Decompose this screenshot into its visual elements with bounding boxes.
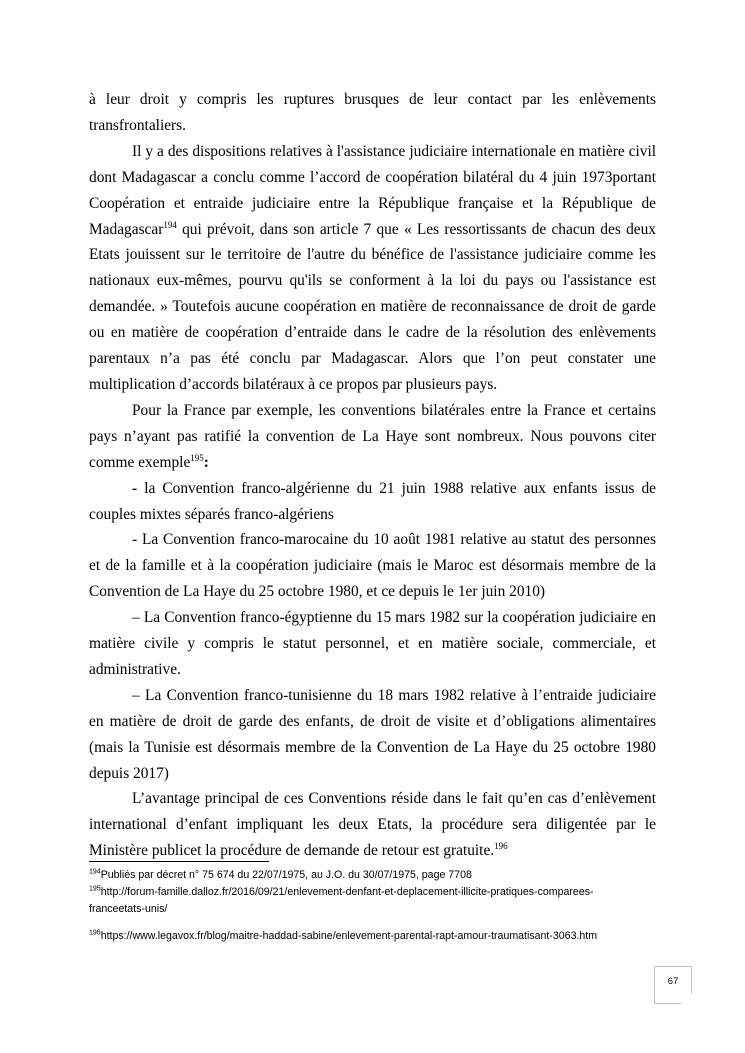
footnote xyxy=(89,867,629,884)
paragraph xyxy=(89,605,656,683)
paragraph xyxy=(89,87,656,139)
page-number: 67 xyxy=(667,976,679,987)
footnote-separator xyxy=(89,861,269,862)
footnote-number: 194 xyxy=(89,868,101,876)
text-run: Il y a des dispositions relatives à l'assistance judiciaire internationale en matière civil dont Madagascar a conclu comme l’accord de coopération bilatéral du 4 juin 1973portant Coopération et entraide judiciaire entre la République française et la République de Madagascar xyxy=(89,142,656,238)
footnote-number: 195 xyxy=(89,885,101,893)
paragraph xyxy=(89,139,656,398)
footnote-list xyxy=(89,867,629,945)
footnote xyxy=(89,928,629,945)
footnotes xyxy=(89,861,629,945)
footnote-text: http://forum-famille.dalloz.fr/2016/09/21/enlevement-denfant-et-deplacement-illicite-pratiques-comparees-franceetats-unis/ xyxy=(89,886,594,915)
text-run: – La Convention franco-tunisienne du 18 mars 1982 relative à l’entraide judiciaire en matière de droit de garde des enfants, de droit de visite et d’obligations alimentaires (mais la Tunisie est désormais membre de la Convention de La Haye du 25 octobre 1980 depuis 2017) xyxy=(89,686,656,782)
footnote-reference: 194 xyxy=(163,219,177,230)
footnote-number: 196 xyxy=(89,929,101,937)
paragraph xyxy=(89,398,656,476)
text-run: – La Convention franco-égyptienne du 15 mars 1982 sur la coopération judiciaire en matière civile y compris le statut personnel, et en matière sociale, commerciale, et administrative. xyxy=(89,609,656,678)
page-number-box xyxy=(654,966,692,1004)
text-run: qui prévoit, dans son article 7 que « Les ressortissants de chacun des deux Etats jouissent sur le territoire de l'autre du bénéfice de l'assistance judiciaire comme les nationaux eux-mêmes, pourvu qu'ils se conforment à la loi du pays ou l'assistance est demandée. » Toutefois aucune coopération en matière de reconnaissance de droit de garde ou en matière de coopération d’entraide dans le cadre de la résolution des enlèvements parentaux n’a pas été conclu par Madagascar. Alors que l’on peut constater une multiplication d’accords bilatéraux à ce propos par plusieurs pays. xyxy=(89,220,656,393)
text-run: Pour la France par exemple, les conventions bilatérales entre la France et certains pays n’ayant pas ratifié la convention de La Haye sont nombreux. Nous pouvons citer comme exemple xyxy=(89,401,656,471)
footnote xyxy=(89,884,629,918)
footnote-reference: 195 xyxy=(190,452,204,463)
text-run: - La Convention franco-marocaine du 10 août 1981 relative au statut des personnes et de la famille et à la coopération judiciaire (mais le Maroc est désormais membre de la Convention de La Haye du 25 octobre 1980, et ce depuis le 1er juin 2010) xyxy=(89,531,656,601)
footnote-text: https://www.legavox.fr/blog/maitre-haddad-sabine/enlevement-parental-rapt-amour-traumatisant-3063.htm xyxy=(100,930,598,942)
paragraph xyxy=(89,527,656,605)
footnote-reference: 196 xyxy=(494,841,508,852)
text-run: la Convention franco-algérienne du 21 juin 1988 relative aux enfants issus de couples mixtes séparés franco-algériens xyxy=(89,479,656,523)
text-run: L’avantage principal de ces Conventions réside dans le fait qu’en cas d’enlèvement international d’enfant impliquant les deux Etats, la procédure sera diligentée par le Ministère publicet la procédure de demande de retour est gratuite. xyxy=(89,790,656,860)
body-text xyxy=(89,87,656,864)
paragraph xyxy=(89,786,656,864)
paragraph xyxy=(89,476,656,528)
paragraph xyxy=(89,683,656,787)
footnote-text: Publiés par décret n° 75 674 du 22/07/1975, au J.O. du 30/07/1975, page 7708 xyxy=(100,869,472,881)
bold-text: - xyxy=(132,479,138,497)
page-corner-fold-icon xyxy=(681,993,692,1004)
bold-text: : xyxy=(203,453,209,471)
text-run: à leur droit y compris les ruptures brusques de leur contact par les enlèvements transfrontaliers. xyxy=(89,91,656,134)
